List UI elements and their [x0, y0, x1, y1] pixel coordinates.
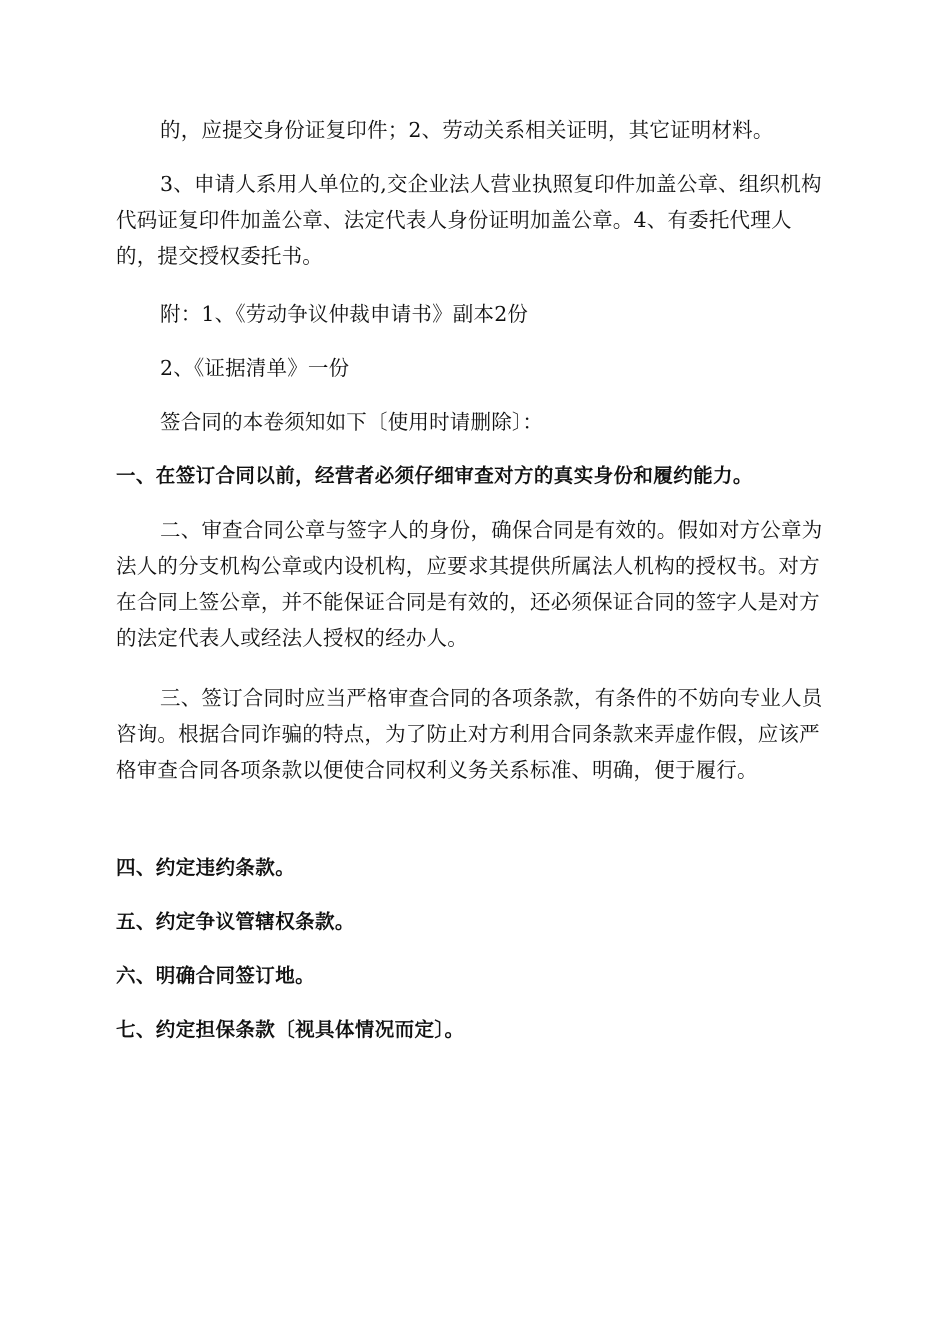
clause-7-heading: 七、约定担保条款〔视具体情况而定〕。 [116, 1018, 465, 1041]
paragraph-attachment-2: 2、《证据清单》一份 [160, 356, 350, 380]
paragraph-attachment-1: 附：1、《劳动争议仲裁申请书》副本2份 [160, 302, 529, 326]
clause-5-heading: 五、约定争议管辖权条款。 [116, 910, 355, 933]
clause-2-paragraph: 二、审查合同公章与签字人的身份，确保合同是有效的。假如对方公章为法人的分支机构公章或内设机构，应要求其提供所属法人机构的授权书。对方在合同上签公章，并不能保证合同是有效的，还必须保证合同的签字人是对方的法定代表人或经法人授权的经办人。 [116, 518, 823, 650]
paragraph-employer-documents: 3、申请人系用人单位的,交企业法人营业执照复印件加盖公章、组织机构代码证复印件加盖公章、法定代表人身份证明加盖公章。4、有委托代理人的，提交授权委托书。 [116, 172, 822, 268]
clause-3-paragraph: 三、签订合同时应当严格审查合同的各项条款，有条件的不妨向专业人员咨询。根据合同诈骗的特点，为了防止对方利用合同条款来弄虚作假，应该严格审查合同各项条款以便使合同权利义务关系标准、明确，便于履行。 [116, 686, 823, 782]
clause-4-heading: 四、约定违约条款。 [116, 856, 296, 879]
paragraph-contract-notes-heading: 签合同的本卷须知如下〔使用时请删除〕： [160, 410, 544, 434]
paragraph-id-copy: 的，应提交身份证复印件；2、劳动关系相关证明，其它证明材料。 [160, 118, 774, 142]
clause-1-heading: 一、在签订合同以前，经营者必须仔细审查对方的真实身份和履约能力。 [116, 464, 753, 487]
clause-6-heading: 六、明确合同签订地。 [116, 964, 316, 987]
